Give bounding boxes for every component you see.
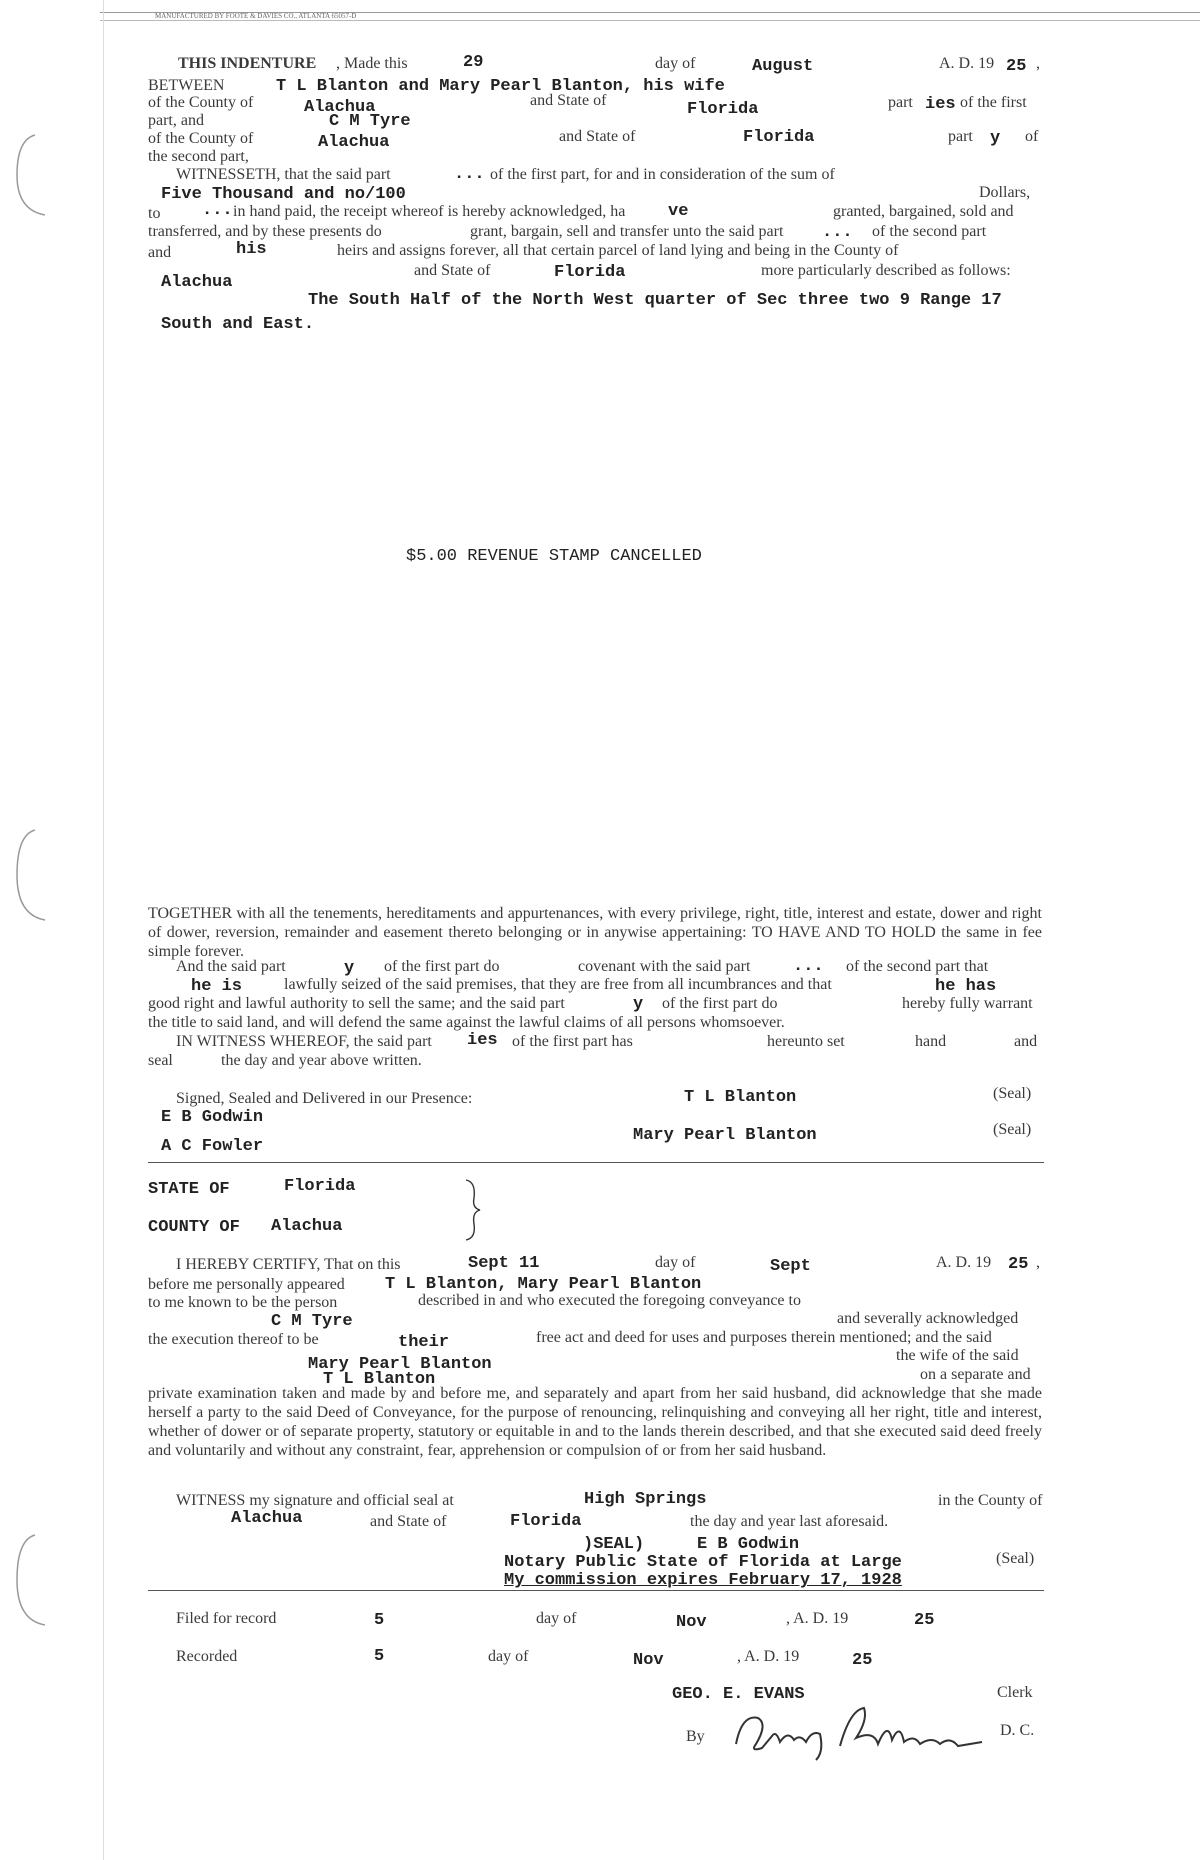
he-is: he is bbox=[191, 977, 243, 996]
to-label: to bbox=[148, 205, 161, 222]
ack-brace bbox=[462, 1178, 486, 1242]
lawfully-text: lawfully seized of the said premises, that they are free from all incumbrances and that bbox=[284, 976, 832, 993]
ack-state: Florida bbox=[284, 1177, 356, 1196]
seal-2: (Seal) bbox=[993, 1121, 1032, 1138]
ack-county: Alachua bbox=[271, 1217, 343, 1236]
of-the-first: of the first bbox=[960, 94, 1027, 111]
ack-their: their bbox=[398, 1333, 450, 1352]
rec-month: Nov bbox=[633, 1651, 664, 1670]
part-and: part, and bbox=[148, 112, 204, 129]
exam-clause: private examination taken and made by and before me, and separately and apart from her said husband, did acknowledge that she made herself a party to the said Deed of Conveyance, for the purpose of renouncing, relinquishing and conveying all her right, title and interest, whether of dower or of separate property, statutory or equitable in and to the lands therein described, and that she executed said deed freely and voluntarily and without any constraint, fear, apprehension or compulsion of or from her said husband. bbox=[148, 1385, 1042, 1459]
signer-2: Mary Pearl Blanton bbox=[633, 1126, 817, 1145]
ack-day-of: day of bbox=[655, 1254, 696, 1271]
deed-ad: A. D. 19 bbox=[939, 55, 995, 72]
deed-end-rule bbox=[148, 1162, 1044, 1163]
of-county-of: of the County of bbox=[148, 94, 254, 111]
part-y-label: part bbox=[948, 128, 973, 145]
ack-and-state-of: and State of bbox=[370, 1513, 447, 1530]
covenant-dots: ... bbox=[793, 957, 824, 976]
grantee-county: Alachua bbox=[318, 133, 390, 152]
ack-day: Sept 11 bbox=[468, 1254, 540, 1273]
margin-line bbox=[103, 0, 104, 1860]
printer-line: MANUFACTURED BY FOOTE & DAVIES CO., ATLANTA 65057-D bbox=[155, 12, 357, 20]
y-fill: y bbox=[990, 129, 1001, 148]
ack-month: Sept bbox=[770, 1257, 811, 1276]
stamp-note: $5.00 REVENUE STAMP CANCELLED bbox=[406, 547, 702, 566]
wife-name: Mary Pearl Blanton bbox=[308, 1355, 492, 1374]
ack-ad: A. D. 19 bbox=[936, 1254, 992, 1271]
signed-label: Signed, Sealed and Delivered in our Presence: bbox=[176, 1090, 473, 1107]
witnesseth: WITNESSETH, that the said part bbox=[176, 166, 391, 183]
transferred-c: of the second part bbox=[872, 223, 987, 240]
filed-label: Filed for record bbox=[176, 1610, 277, 1627]
grantors: T L Blanton and Mary Pearl Blanton, his wife bbox=[276, 77, 725, 96]
and-state-of-2: and State of bbox=[559, 128, 636, 145]
filed-year: 25 bbox=[914, 1611, 935, 1630]
ack-county-label: COUNTY OF bbox=[148, 1218, 240, 1237]
rec-day: 5 bbox=[374, 1647, 385, 1666]
by-label: By bbox=[686, 1728, 705, 1745]
recorded-label: Recorded bbox=[176, 1648, 238, 1665]
clerk-name: GEO. E. EVANS bbox=[672, 1685, 805, 1704]
witness-2: A C Fowler bbox=[161, 1137, 264, 1156]
his-fill: his bbox=[236, 240, 267, 259]
rec-day-of: day of bbox=[488, 1648, 529, 1665]
to-dots: ... bbox=[202, 201, 233, 220]
ack-comma: , bbox=[1036, 1254, 1040, 1271]
ack-year: 25 bbox=[1008, 1255, 1029, 1274]
of-word: of bbox=[1025, 128, 1039, 145]
deputy-clerk-signature bbox=[728, 1700, 988, 1764]
legal-line-1: The South Half of the North West quarter of Sec three two 9 Range 17 bbox=[308, 291, 1002, 310]
ack-grantee: C M Tyre bbox=[271, 1312, 353, 1331]
notary-title: Notary Public State of Florida at Large bbox=[504, 1553, 902, 1572]
part-ies-label: part bbox=[888, 94, 913, 111]
certify-a: I HEREBY CERTIFY, That on this bbox=[176, 1256, 401, 1273]
good-right-b: of the first part do bbox=[662, 995, 778, 1012]
transferred-a: transferred, and by these presents do bbox=[148, 223, 382, 240]
known-a: to me known to be the person bbox=[148, 1294, 338, 1311]
husband-name: T L Blanton bbox=[323, 1370, 436, 1389]
in-witness-ies: ies bbox=[467, 1031, 498, 1050]
good-right-c: hereby fully warrant bbox=[902, 995, 1033, 1012]
filed-ad: , A. D. 19 bbox=[786, 1610, 849, 1627]
granted-text: granted, bargained, sold and bbox=[833, 203, 1014, 220]
deed-comma: , bbox=[1036, 55, 1040, 72]
deed-year: 25 bbox=[1006, 57, 1027, 76]
covenant-a: And the said part bbox=[176, 958, 286, 975]
ack-witness-a: WITNESS my signature and official seal at bbox=[176, 1492, 454, 1509]
signer-1: T L Blanton bbox=[684, 1088, 797, 1107]
rec-year: 25 bbox=[852, 1651, 873, 1670]
ack-state-label: STATE OF bbox=[148, 1180, 230, 1199]
heirs-text: heirs and assigns forever, all that certain parcel of land lying and being in the County of bbox=[337, 242, 899, 259]
land-county: Alachua bbox=[161, 273, 233, 292]
grantee: C M Tyre bbox=[329, 112, 411, 131]
dots-2: ... bbox=[822, 223, 853, 242]
wife-of-said: the wife of the said bbox=[896, 1347, 1019, 1364]
witness-state: Florida bbox=[510, 1512, 582, 1531]
grantee-state: Florida bbox=[743, 128, 815, 147]
title-text: the title to said land, and will defend the same against the lawful claims of all persons whomsoever. bbox=[148, 1014, 785, 1031]
witness-county: Alachua bbox=[231, 1509, 303, 1528]
amount: Five Thousand and no/100 bbox=[161, 185, 406, 204]
execution-a: the execution thereof to be bbox=[148, 1331, 319, 1348]
in-witness-d: hand bbox=[915, 1033, 947, 1050]
good-right-y: y bbox=[633, 995, 644, 1014]
described-as: more particularly described as follows: bbox=[761, 262, 1011, 279]
covenant-y: y bbox=[344, 959, 355, 978]
in-witness-c: hereunto set bbox=[767, 1033, 845, 1050]
appeared-label: before me personally appeared bbox=[148, 1276, 345, 1293]
indenture-label: THIS INDENTURE bbox=[178, 55, 317, 72]
deed-day-of: day of bbox=[655, 55, 696, 72]
made-this: , Made this bbox=[336, 55, 408, 72]
land-state: Florida bbox=[554, 263, 626, 282]
seal-word: seal bbox=[148, 1052, 173, 1069]
and-word: and bbox=[148, 244, 172, 261]
day-last: the day and year last aforesaid. bbox=[690, 1513, 889, 1530]
seal-1: (Seal) bbox=[993, 1085, 1032, 1102]
grantor-county: Alachua bbox=[304, 98, 376, 117]
in-witness-a: IN WITNESS WHEREOF, the said part bbox=[176, 1033, 432, 1050]
dollars-label: Dollars, bbox=[979, 184, 1031, 201]
binding-mark-3 bbox=[5, 1530, 45, 1630]
receipt-text: in hand paid, the receipt whereof is hereby acknowledged, ha bbox=[233, 203, 626, 220]
binding-mark-1 bbox=[5, 130, 45, 220]
day-year-written: the day and year above written. bbox=[221, 1052, 422, 1069]
filed-day-of: day of bbox=[536, 1610, 577, 1627]
and-state-of: and State of bbox=[530, 92, 607, 109]
filed-day: 5 bbox=[374, 1611, 385, 1630]
dots-1: ... bbox=[454, 165, 485, 184]
ve-fill: ve bbox=[668, 202, 689, 221]
of-county-of-2: of the County of bbox=[148, 130, 254, 147]
dc-label: D. C. bbox=[1000, 1722, 1035, 1739]
known-b: described in and who executed the foregoing conveyance to bbox=[418, 1292, 801, 1309]
deed-day: 29 bbox=[463, 53, 484, 72]
between-label: BETWEEN bbox=[148, 77, 225, 94]
appeared-names: T L Blanton, Mary Pearl Blanton bbox=[385, 1275, 702, 1294]
in-witness-b: of the first part has bbox=[512, 1033, 633, 1050]
grantor-state: Florida bbox=[687, 100, 759, 119]
ies-fill: ies bbox=[925, 95, 956, 114]
good-right-a: good right and lawful authority to sell the same; and the said part bbox=[148, 995, 565, 1012]
binding-mark-2 bbox=[5, 825, 45, 925]
legal-line-2: South and East. bbox=[161, 315, 315, 334]
he-has: he has bbox=[935, 977, 997, 996]
and-state-of-3: and State of bbox=[414, 262, 491, 279]
transferred-b: grant, bargain, sell and transfer unto the said part bbox=[470, 223, 784, 240]
together-clause: TOGETHER with all the tenements, hereditaments and appurtenances, with every privilege, right, title, interest and estate, dower and right of dower, reversion, remainder and easement thereto belonging or in anywise appertaining: TO HAVE AND TO HOLD the same in fee simple forever. bbox=[148, 905, 1042, 960]
notary-name: E B Godwin bbox=[697, 1535, 800, 1554]
clerk-label: Clerk bbox=[997, 1684, 1033, 1701]
severally: and severally acknowledged bbox=[837, 1310, 1019, 1327]
seal-mark: )SEAL) bbox=[583, 1535, 645, 1554]
witness-1: E B Godwin bbox=[161, 1108, 264, 1127]
in-county-of: in the County of bbox=[938, 1492, 1043, 1509]
filed-month: Nov bbox=[676, 1613, 707, 1632]
execution-b: free act and deed for uses and purposes therein mentioned; and the said bbox=[536, 1329, 992, 1346]
second-part: the second part, bbox=[148, 148, 249, 165]
deed-month: August bbox=[752, 57, 814, 76]
ack-seal: (Seal) bbox=[996, 1550, 1035, 1567]
first-part-consideration: of the first part, for and in consideration of the sum of bbox=[490, 166, 835, 183]
covenant-b: of the first part do bbox=[384, 958, 500, 975]
in-witness-e: and bbox=[1014, 1033, 1038, 1050]
commission: My commission expires February 17, 1928 bbox=[504, 1571, 902, 1590]
witness-place: High Springs bbox=[584, 1490, 707, 1509]
ack-end-rule bbox=[148, 1590, 1044, 1591]
covenant-d: of the second part that bbox=[846, 958, 989, 975]
covenant-c: covenant with the said part bbox=[578, 958, 751, 975]
separate-and: on a separate and bbox=[920, 1366, 1031, 1383]
rec-ad: , A. D. 19 bbox=[737, 1648, 800, 1665]
